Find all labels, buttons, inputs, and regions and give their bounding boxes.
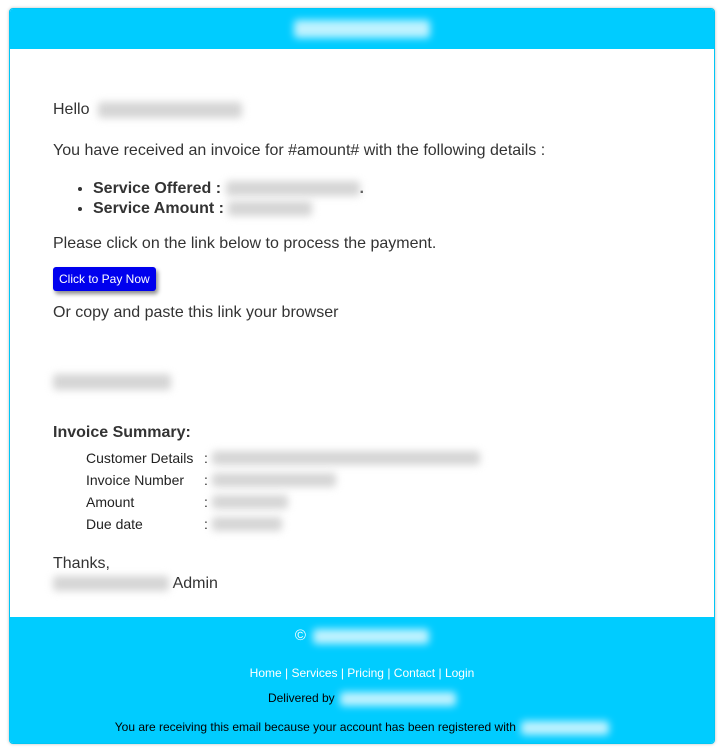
due-date-label: Due date [86,516,143,532]
customer-details-row [86,447,480,469]
service-amount-item [93,199,364,219]
signature [53,554,218,594]
service-offered-label: Service Offered : [93,180,222,197]
copyright-symbol: © [294,627,306,644]
amount-value-redacted [212,495,288,509]
footer-separator: | [281,666,292,680]
registration-notice-text: You are receiving this email because your account has been registered with [114,720,516,734]
payment-instruction: Please click on the link below to process the payment. [53,235,437,252]
email-footer [10,617,714,743]
service-offered-item [93,179,364,199]
footer-link-home[interactable]: Home [249,666,282,680]
footer-nav [10,666,714,680]
amount-label: Amount [86,494,135,510]
footer-registration-notice [10,720,714,735]
footer-copyright [10,627,714,644]
amount-row [86,491,480,513]
invoice-summary [86,447,480,535]
footer-separator: | [383,666,394,680]
delivered-by-text: Delivered by [267,691,335,705]
customer-details-value-redacted [212,451,480,465]
signature-line [53,574,218,594]
service-details-list [53,179,364,219]
footer-link-login[interactable]: Login [444,666,475,680]
invoice-number-row [86,469,480,491]
invoice-number-label: Invoice Number [86,472,185,488]
admin-text: Admin [172,575,218,592]
greeting [53,101,242,119]
invoice-number-value-redacted [212,473,336,487]
customer-details-colon: : [204,450,208,466]
service-amount-label: Service Amount : [93,200,224,217]
company-name-redacted [53,576,169,591]
service-offered-suffix: . [359,180,364,197]
service-offered-value-redacted [226,181,360,196]
invoice-number-colon: : [204,472,208,488]
footer-delivered-by [10,691,714,706]
registration-company-redacted [521,721,609,735]
payment-link-blur [53,374,171,390]
payment-link-redacted[interactable] [53,373,171,391]
due-date-row [86,513,480,535]
footer-company-redacted [313,629,429,644]
due-date-colon: : [204,516,208,532]
delivered-by-company-redacted [340,692,456,706]
email-header [10,9,714,49]
thanks-text: Thanks, [53,555,110,572]
greeting-text: Hello [53,101,90,118]
footer-separator: | [337,666,348,680]
invoice-summary-title: Invoice Summary: [53,424,191,441]
recipient-name-redacted [98,102,242,118]
due-date-value-redacted [212,517,282,531]
service-amount-value-redacted [228,201,312,216]
amount-colon: : [204,494,208,510]
customer-details-label: Customer Details [86,450,194,466]
intro-text: You have received an invoice for #amount# with the following details : [53,142,546,159]
email-frame [9,8,715,744]
footer-link-contact[interactable]: Contact [393,666,436,680]
header-title-redacted [294,20,430,38]
footer-link-pricing[interactable]: Pricing [347,666,384,680]
copy-link-instruction: Or copy and paste this link your browser [53,304,339,321]
footer-link-services[interactable]: Services [291,666,338,680]
pay-now-button[interactable]: Click to Pay Now [53,267,156,291]
footer-separator: | [435,666,445,680]
